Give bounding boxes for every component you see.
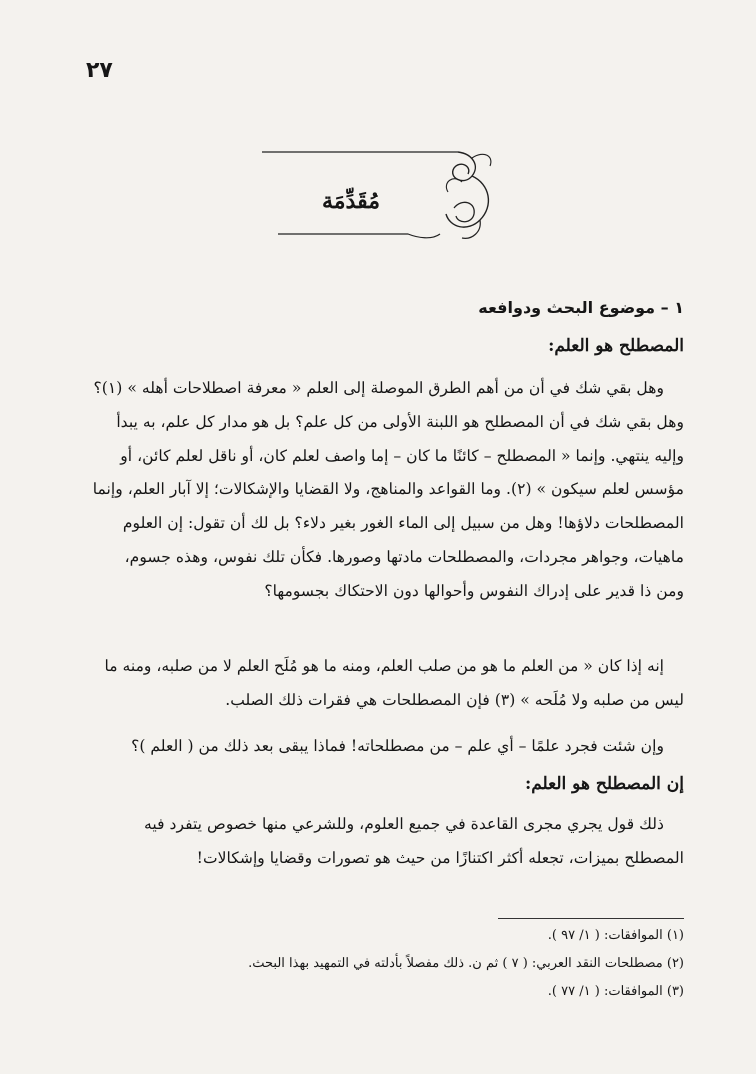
footnote-2: (٢) مصطلحات النقد العربي: ( ٧ ) ثم ن. ذلك مفصلاً بأدلته في التمهيد بهذا البحث. (248, 956, 684, 971)
paragraph-2 (92, 650, 684, 718)
section-heading: ١ – موضوع البحث ودوافعه (478, 298, 684, 317)
footnote-3: (٣) الموافقات: ( ١/ ٧٧ ). (547, 984, 684, 999)
paragraph-2-text: إنه إذا كان « من العلم ما هو من صلب العلم، ومنه ما هو مُلَح العلم لا من صلبه، ومنه ما ليس من صلبه ولا مُلَحه » (٣) فإن المصطلحات هي فقرات ذلك الصلب. (104, 657, 684, 709)
footnote-separator (498, 918, 684, 919)
footnotes (92, 922, 684, 1006)
paragraph-1-text: وهل بقي شك في أن من أهم الطرق الموصلة إلى العلم « معرفة اصطلاحات أهله » (١)؟ وهل بقي شك في أن المصطلح هو اللبنة الأولى من كل علم؟ بل هو مدار كل علم، به يبدأ وإليه ينتهي. وإنما « المصطلح – كائنًا ما كان – إما واصف لعلم كان، أو ناقل لعلم كائن، أو مؤسس لعلم سيكون » (٢). وما القواعد والمناهج، ولا القضايا والإشكالات؛ إلا آبار العلم، وإنما المصطلحات دلاؤها! وهل من سبيل إلى الماء الغور بغير دلاء؟ بل لك أن تقول: إن العلوم ماهيات، وجواهر مجردات، والمصطلحات مادتها وصورها. فكأن تلك نفوس، وهذه جسوم، ومن ذا قدير على إدراك النفوس وأحوالها دون الاحتكاك بجسومها؟ (92, 379, 684, 600)
page-number: ٢٧ (86, 58, 113, 83)
paragraph-1 (92, 372, 684, 609)
paragraph-4 (92, 808, 684, 876)
page-title: مُقَدِّمَة (321, 188, 381, 214)
footnote-1: (١) الموافقات: ( ١/ ٩٧ ). (547, 928, 684, 943)
subheading-term-is-science: المصطلح هو العلم: (548, 336, 684, 356)
paragraph-4-text: ذلك قول يجري مجرى القاعدة في جميع العلوم، وللشرعي منها خصوص يتفرد فيه المصطلح بميزات، تجعله أكثر اكتنازًا من حيث هو تصورات وقضايا وإشكالات! (144, 815, 684, 867)
paragraph-3 (92, 730, 684, 764)
paragraph-3-text: وإن شئت فجرد علمًا – أي علم – من مصطلحاته! فماذا يبقى بعد ذلك من ( العلم )؟ (131, 737, 664, 755)
subheading-term-is-the-science: إن المصطلح هو العلم: (524, 774, 684, 794)
